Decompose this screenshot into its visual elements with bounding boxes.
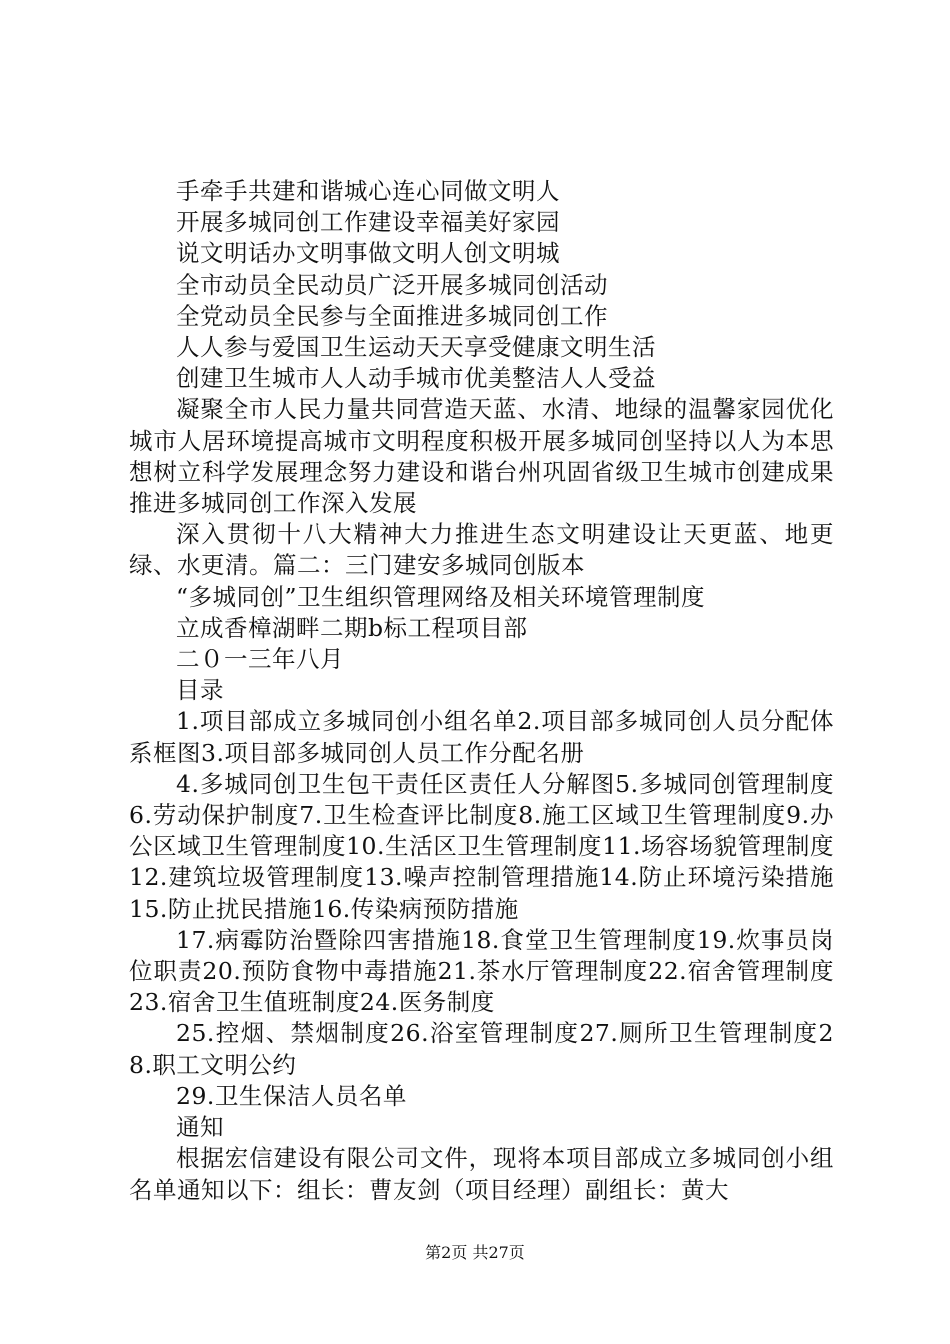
page-footer bbox=[0, 1243, 950, 1263]
paragraph-6: 人人参与爱国卫生运动天天享受健康文明生活 bbox=[176, 333, 656, 362]
paragraph-16: 17.病霉防治暨除四害措施18.食堂卫生管理制度19.炊事员岗位职责20.预防食物中毒措施21.茶水厅管理制度22.宿舍管理制度23.宿舍卫生值班制度24.医务制度 bbox=[129, 925, 834, 1017]
document-body bbox=[129, 176, 834, 1206]
paragraph-20: 根据宏信建设有限公司文件，现将本项目部成立多城同创小组名单通知以下：组长：曹友剑（项目经理）副组长：黄大 bbox=[129, 1144, 834, 1204]
paragraph-13: 目录 bbox=[176, 676, 224, 705]
paragraph-3: 说文明话办文明事做文明人创文明城 bbox=[176, 239, 560, 268]
paragraph-1: 手牵手共建和谐城心连心同做文明人 bbox=[176, 177, 560, 205]
paragraph-12: 二０一三年八月 bbox=[176, 645, 344, 674]
paragraph-5: 全党动员全民参与全面推进多城同创工作 bbox=[176, 301, 608, 330]
paragraph-18: 29.卫生保洁人员名单 bbox=[176, 1081, 407, 1110]
paragraph-17: 25.控烟、禁烟制度26.浴室管理制度27.厕所卫生管理制度28.职工文明公约 bbox=[129, 1019, 834, 1079]
paragraph-11: 立成香樟湖畔二期b标工程项目部 bbox=[176, 613, 528, 642]
paragraph-9: 深入贯彻十八大精神大力推进生态文明建设让天更蓝、地更绿、水更清。篇二：三门建安多城同创版本 bbox=[129, 520, 834, 580]
paragraph-14: 1.项目部成立多城同创小组名单2.项目部多城同创人员分配体系框图3.项目部多城同创人员工作分配名册 bbox=[129, 707, 834, 767]
paragraph-19: 通知 bbox=[176, 1113, 224, 1142]
paragraph-7: 创建卫生城市人人动手城市优美整洁人人受益 bbox=[176, 364, 656, 393]
paragraph-15: 4.多城同创卫生包干责任区责任人分解图5.多城同创管理制度6.劳动保护制度7.卫生检查评比制度8.施工区域卫生管理制度9.办公区域卫生管理制度10.生活区卫生管理制度11.场容场貌管理制度12.建筑垃圾管理制度13.噪声控制管理措施14.防止环境污染措施15.防止扰民措施16.传染病预防措施 bbox=[129, 769, 834, 923]
paragraph-8: 凝聚全市人民力量共同营造天蓝、水清、地绿的温馨家园优化城市人居环境提高城市文明程度积极开展多城同创坚持以人为本思想树立科学发展理念努力建设和谐台州巩固省级卫生城市创建成果推进多城同创工作深入发展 bbox=[129, 395, 834, 518]
paragraph-10: “多城同创”卫生组织管理网络及相关环境管理制度 bbox=[176, 582, 706, 611]
paragraph-2: 开展多城同创工作建设幸福美好家园 bbox=[176, 208, 560, 237]
paragraph-4: 全市动员全民动员广泛开展多城同创活动 bbox=[176, 270, 608, 299]
page-number: 第2页 共27页 bbox=[425, 1243, 525, 1262]
